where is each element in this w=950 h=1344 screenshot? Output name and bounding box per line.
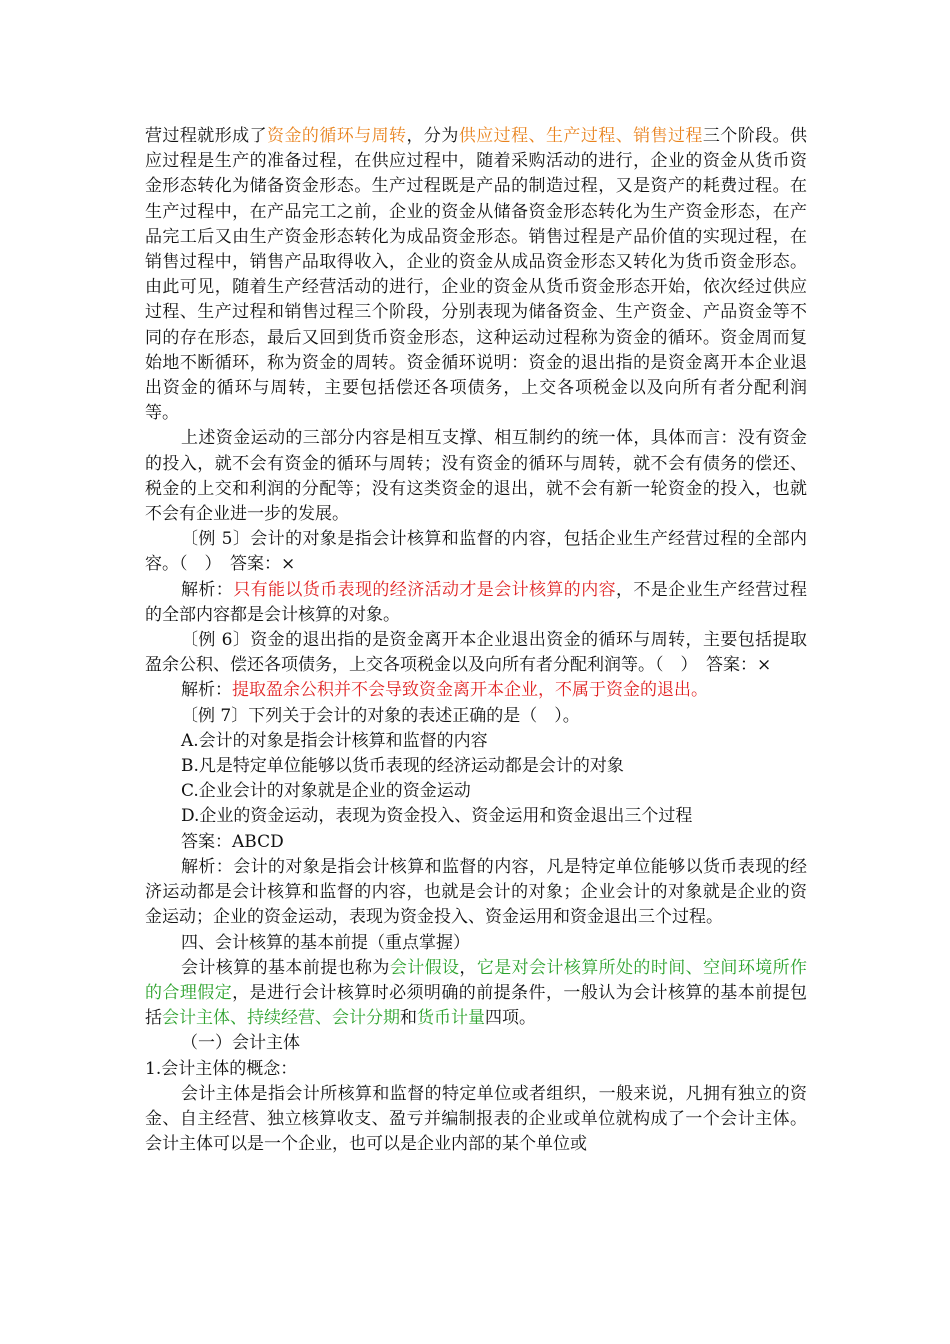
subsection-1-heading: （一）会计主体: [181, 1033, 300, 1054]
paragraph-capital-cycle: [145, 124, 807, 426]
example-6-analysis: [145, 678, 807, 703]
highlight-capital-cycle: 资金的循环与周转: [267, 126, 407, 146]
analysis-highlight: 提取盈余公积并不会导致资金离开本企业，不属于资金的退出。: [232, 680, 708, 701]
option-b: B.凡是特定单位能够以货币表现的经济运动都是会计的对象: [181, 756, 624, 777]
text-segment: ，是进行会计核算时必须明确的前提条件，一般认为会计核算的基本前提包括: [145, 982, 808, 1029]
analysis-rest: ，不是企业生产经营过程的全部内容都是会计核算的对象。: [145, 579, 808, 625]
example-7-answer: 答案：ABCD: [181, 831, 284, 852]
example-7-analysis: 解析：会计的对象是指会计核算和监督的内容，凡是特定单位能够以货币表现的经济运动都是会计核算和监督的内容，也就是会计的对象；企业会计的对象就是企业的资金运动；企业的资金运动，表现为资金投入、资金运用和资金退出三个过程。: [145, 856, 807, 928]
section-4-paragraph: [145, 956, 807, 1032]
example-7-question: 〔例 7〕下列关于会计的对象的表述正确的是（ ）。: [181, 705, 580, 726]
analysis-label: 解析：: [181, 579, 234, 600]
highlight-monetary-measurement: 货币计量: [417, 1008, 485, 1029]
highlight-three-processes: 供应过程、生产过程、销售过程: [458, 126, 703, 146]
highlight-accounting-assumption: 会计假设: [389, 957, 460, 978]
document-page: [145, 124, 807, 1157]
example-5-analysis: [145, 578, 807, 628]
subsection-1-concept: 1.会计主体的概念：: [145, 1058, 298, 1079]
highlight-reasonable-assumption: 它是对会计核算所处的时间、空间环境所作的合理假定: [145, 957, 808, 1003]
text-segment: 营过程就形成了: [145, 126, 268, 146]
analysis-highlight: 只有能以货币表现的经济活动才是会计核算的内容: [233, 579, 617, 600]
text-segment: ，分为: [406, 126, 459, 146]
option-c: C.企业会计的对象就是企业的资金运动: [181, 781, 471, 802]
text-segment: 三个阶段。供应过程是生产的准备过程，在供应过程中，随着采购活动的进行，企业的资金从货币资金形态转化为储备资金形态。生产过程既是产品的制造过程，又是资产的耗费过程。在生产过程中，在产品完工之前，企业的资金从储备资金形态转化为生产资金形态，在产品完工后又由生产资金形态转化为成品资金形态。销售过程是产品价值的实现过程，在销售过程中，销售产品取得收入，企业的资金从成品资金形态又转化为货币资金形态。由此可见，随着生产经营活动的进行，企业的资金从货币资金形态开始，依次经过供应过程、生产过程和销售过程三个阶段，分别表现为储备资金、生产资金、产品资金等不同的存在形态，最后又回到货币资金形态，这种运动过程称为资金的循环。资金周而复始地不断循环，称为资金的周转。资金循环说明：资金的退出指的是资金离开本企业退出资金的循环与周转，主要包括偿还各项债务，上交各项税金以及向所有者分配利润等。: [145, 126, 808, 424]
text-segment: 会计核算的基本前提也称为: [181, 957, 390, 978]
option-d: D.企业的资金运动，表现为资金投入、资金运用和资金退出三个过程: [181, 806, 693, 827]
text-segment: 四项。: [485, 1008, 536, 1029]
option-a: A.会计的对象是指会计核算和监督的内容: [181, 730, 488, 751]
text-segment: 和: [400, 1008, 417, 1029]
paragraph-three-parts: 上述资金运动的三部分内容是相互支撑、相互制约的统一体，具体而言：没有资金的投入，就不会有资金的循环与周转；没有资金的循环与周转，就不会有债务的偿还、税金的上交和利润的分配等；没有这类资金的退出，就不会有新一轮资金的投入，也就不会有企业进一步的发展。: [145, 428, 807, 525]
analysis-label: 解析：: [181, 680, 232, 701]
text-segment: ，: [459, 957, 477, 978]
section-4-heading: 四、会计核算的基本前提（重点掌握）: [181, 932, 470, 953]
highlight-premises: 会计主体、持续经营、会计分期: [162, 1008, 400, 1029]
subsection-1-text: 会计主体是指会计所核算和监督的特定单位或者组织，一般来说，凡拥有独立的资金、自主经营、独立核算收支、盈亏并编制报表的企业或单位就构成了一个会计主体。会计主体可以是一个企业，也可以是企业内部的某个单位或: [145, 1083, 807, 1155]
example-6-question: 〔例 6〕资金的退出指的是资金离开本企业退出资金的循环与周转，主要包括提取盈余公积、偿还各项债务，上交各项税金以及向所有者分配利润等。（ ） 答案：×: [145, 630, 807, 676]
example-5-question: 〔例 5〕会计的对象是指会计核算和监督的内容，包括企业生产经营过程的全部内容。（ ） 答案：×: [145, 529, 807, 575]
